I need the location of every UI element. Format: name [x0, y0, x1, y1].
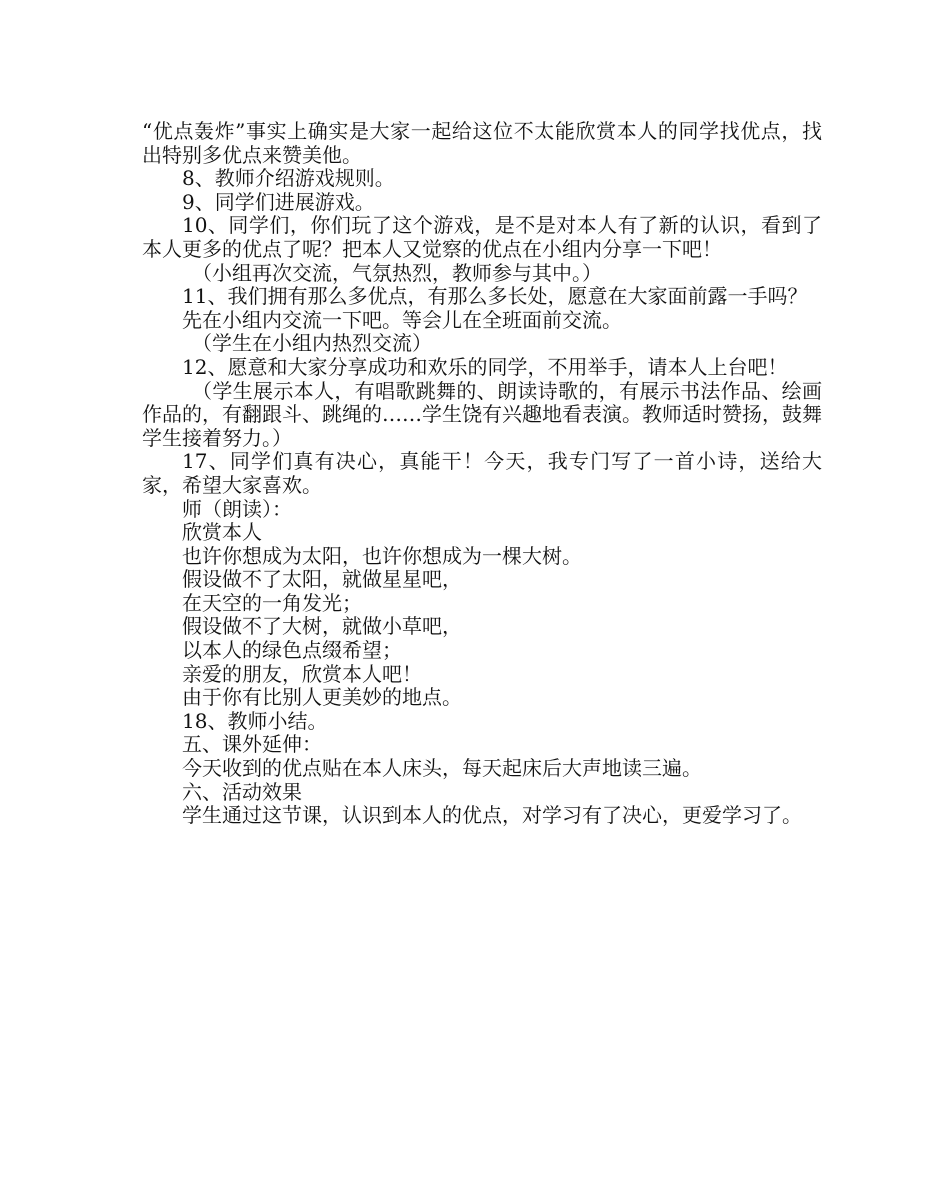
section-heading: 五、课外延伸： — [182, 732, 322, 757]
paragraph: 17、同学们真有决心，真能干！今天，我专门写了一首小诗，送给大家，希望大家喜欢。 — [142, 449, 822, 497]
paragraph: （学生在小组内热烈交流） — [192, 331, 432, 356]
section-heading: 六、活动效果 — [182, 779, 302, 804]
paragraph: （学生展示本人，有唱歌跳舞的、朗读诗歌的，有展示书法作品、绘画作品的，有翻跟斗、跳绳的……学生饶有兴趣地看表演。教师适时赞扬，鼓舞学生接着努力。） — [142, 378, 822, 450]
paragraph: “优点轰炸”事实上确实是大家一起给这位不太能欣赏本人的同学找优点，找出特别多优点来赞美他。 — [142, 119, 822, 167]
poem-line: 在天空的一角发光； — [182, 590, 362, 615]
poem-line: 由于你有比别人更美妙的地点。 — [182, 685, 462, 710]
poem-line: 假设做不了大树，就做小草吧， — [182, 614, 462, 639]
paragraph: （小组再次交流，气氛热烈，教师参与其中。） — [192, 260, 602, 285]
paragraph: 18、教师小结。 — [182, 708, 328, 733]
poem-title: 欣赏本人 — [182, 520, 262, 545]
paragraph: 师（朗读）： — [182, 496, 292, 521]
poem-line: 以本人的绿色点缀希望； — [182, 638, 402, 663]
document-body — [142, 120, 822, 828]
paragraph: 8、教师介绍游戏规则。 — [182, 166, 395, 191]
paragraph: 学生通过这节课，认识到本人的优点，对学习有了决心，更爱学习了。 — [182, 803, 802, 828]
paragraph: 10、同学们，你们玩了这个游戏，是不是对本人有了新的认识，看到了本人更多的优点了呢？把本人又觉察的优点在小组内分享一下吧！ — [142, 213, 822, 261]
paragraph: 今天收到的优点贴在本人床头，每天起床后大声地读三遍。 — [182, 756, 702, 781]
paragraph: 11、我们拥有那么多优点，有那么多长处，愿意在大家面前露一手吗？ — [182, 284, 808, 309]
paragraph: 12、愿意和大家分享成功和欢乐的同学，不用举手，请本人上台吧！ — [182, 354, 788, 379]
paragraph: 先在小组内交流一下吧。等会儿在全班面前交流。 — [182, 307, 622, 332]
poem-line: 假设做不了太阳，就做星星吧， — [182, 567, 462, 592]
poem-line: 亲爱的朋友，欣赏本人吧！ — [182, 661, 422, 686]
poem-line: 也许你想成为太阳，也许你想成为一棵大树。 — [182, 543, 582, 568]
paragraph: 9、同学们进展游戏。 — [182, 189, 375, 214]
